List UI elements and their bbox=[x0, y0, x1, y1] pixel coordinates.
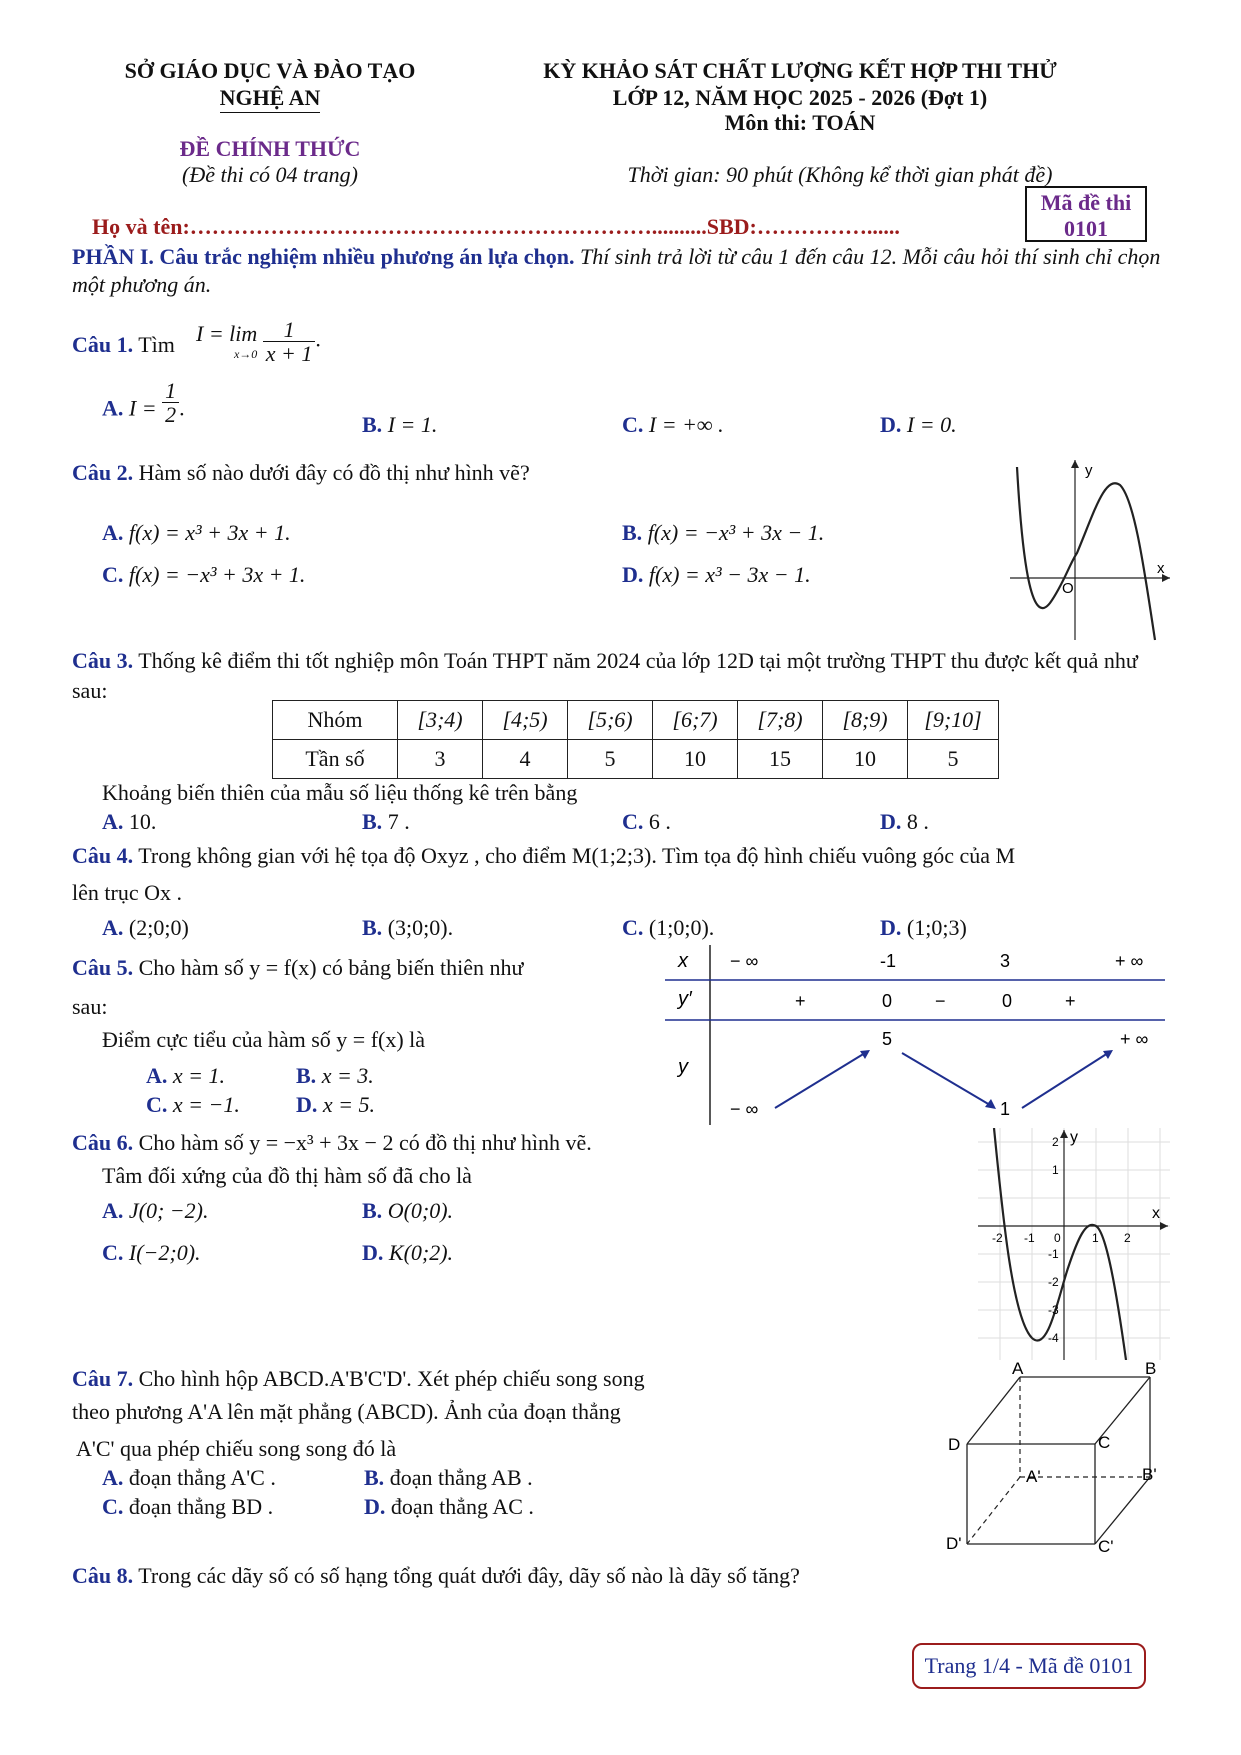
q4-option-a[interactable] bbox=[102, 915, 189, 941]
q6-y-label: y bbox=[1070, 1129, 1078, 1146]
q5-b-label: B. bbox=[296, 1063, 317, 1088]
exam-code-box bbox=[1025, 186, 1147, 242]
q8-label: Câu 8. bbox=[72, 1563, 134, 1588]
pages-note: (Đề thi có 04 trang) bbox=[182, 162, 358, 187]
q7-stem3: A'C' qua phép chiếu song song đó là bbox=[76, 1436, 397, 1461]
q7-label: Câu 7. bbox=[72, 1366, 134, 1391]
q6-b-text: O(0;0). bbox=[387, 1198, 454, 1223]
q2-b-text: f(x) = −x³ + 3x − 1. bbox=[647, 520, 825, 545]
q7-a-label: A. bbox=[102, 1465, 124, 1490]
part1-title: PHẦN I. Câu trắc nghiệm nhiều phương án lựa chọn. bbox=[72, 244, 575, 269]
q2-y-label: y bbox=[1085, 462, 1093, 479]
q5-label: Câu 5. bbox=[72, 955, 134, 980]
q4-a-text: (2;0;0) bbox=[128, 915, 189, 940]
q2-b-label: B. bbox=[622, 520, 643, 545]
q6-option-b[interactable] bbox=[362, 1198, 453, 1224]
q3-row-groups bbox=[273, 701, 999, 740]
q5-vt-sign: + bbox=[795, 991, 806, 1011]
q3-group: [7;8) bbox=[738, 701, 823, 740]
page-footer: Trang 1/4 - Mã đề 0101 bbox=[912, 1643, 1146, 1689]
q5-vt-yval: 5 bbox=[882, 1029, 893, 1049]
q5-stem2: sau: bbox=[72, 994, 108, 1019]
q1-d-label: D. bbox=[880, 412, 902, 437]
q6-tick-y: -2 bbox=[1048, 1275, 1059, 1289]
q1-d-text: I = 0. bbox=[906, 412, 957, 437]
q2-x-label: x bbox=[1157, 560, 1165, 577]
q3-a-text: 10. bbox=[128, 809, 157, 834]
q1-option-a[interactable]: A. I = $\frac{1}{2}$ . bbox=[102, 378, 185, 428]
q6-tick-y: 2 bbox=[1052, 1135, 1059, 1149]
q6-tick-x: -1 bbox=[1024, 1231, 1035, 1245]
q6-d-label: D. bbox=[362, 1240, 384, 1265]
q5-option-b[interactable] bbox=[296, 1063, 374, 1089]
q6-tick-x: -2 bbox=[992, 1231, 1003, 1245]
q6-y-arrow bbox=[1060, 1130, 1068, 1138]
q5-a-text: x = 1. bbox=[172, 1063, 226, 1088]
q6-tick-x: 1 bbox=[1092, 1231, 1099, 1245]
q6-option-c[interactable] bbox=[102, 1240, 201, 1266]
q5-c-text: x = −1. bbox=[172, 1092, 240, 1117]
q7-option-b[interactable] bbox=[364, 1465, 533, 1491]
subject: Môn thi: TOÁN bbox=[724, 110, 876, 135]
q6-graph bbox=[978, 1128, 1170, 1360]
q7-vertex: A bbox=[1012, 1362, 1024, 1378]
q4-option-c[interactable] bbox=[622, 915, 714, 941]
q1-a-label: A. bbox=[102, 395, 124, 421]
q6-d-text: K(0;2). bbox=[388, 1240, 454, 1265]
q6-option-a[interactable] bbox=[102, 1198, 208, 1224]
q3-freq: 15 bbox=[738, 740, 823, 779]
q5-vt-yval: + ∞ bbox=[1120, 1029, 1149, 1049]
q6-tick-y: -4 bbox=[1048, 1331, 1059, 1345]
q3-d-label: D. bbox=[880, 809, 902, 834]
q6-tick-y: -3 bbox=[1048, 1303, 1059, 1317]
q3-text: Thống kê điểm thi tốt nghiệp môn Toán THPT năm 2024 của lớp 12D tại một trường THPT thu được kết quả như sau: bbox=[72, 648, 1138, 703]
q3-question: Khoảng biến thiên của mẫu số liệu thống kê trên bằng bbox=[102, 780, 578, 805]
q5-vt-sign: 0 bbox=[1002, 991, 1013, 1011]
q5-vt-xval: 3 bbox=[1000, 951, 1011, 971]
q4-d-label: D. bbox=[880, 915, 902, 940]
q5-vt-arrow-up2 bbox=[1022, 1053, 1108, 1108]
q3-group: [6;7) bbox=[653, 701, 738, 740]
q2-a-text: f(x) = x³ + 3x + 1. bbox=[128, 520, 291, 545]
q6-stem bbox=[72, 1130, 592, 1156]
q3-frequency-table bbox=[272, 700, 999, 779]
q5-vt-arrow-down bbox=[902, 1053, 990, 1105]
q7-edge-CpBp bbox=[1095, 1477, 1150, 1544]
dept-line1: SỞ GIÁO DỤC VÀ ĐÀO TẠO bbox=[124, 58, 416, 83]
q7-vertex: A' bbox=[1026, 1467, 1041, 1486]
q3-label: Câu 3. bbox=[72, 648, 134, 673]
q3-group: [4;5) bbox=[483, 701, 568, 740]
part1-instruction: Thí sinh trả lời từ câu 1 đến câu 12. Mỗi câu hỏi thí sinh chỉ chọn một phương án. bbox=[72, 244, 1161, 297]
q7-edge-ApDp-hidden bbox=[967, 1477, 1020, 1544]
q6-tick-x: 0 bbox=[1054, 1231, 1061, 1245]
q4-d-text: (1;0;3) bbox=[906, 915, 967, 940]
q7-d-text: đoạn thẳng AC . bbox=[390, 1494, 534, 1519]
q7-option-a[interactable] bbox=[102, 1465, 276, 1491]
q5-option-c[interactable] bbox=[146, 1092, 240, 1118]
q3-option-d[interactable] bbox=[880, 809, 929, 835]
q3-c-text: 6 . bbox=[648, 809, 671, 834]
q4-c-text: (1;0;0). bbox=[648, 915, 715, 940]
q7-b-text: đoạn thẳng AB . bbox=[389, 1465, 533, 1490]
q6-option-d[interactable] bbox=[362, 1240, 453, 1266]
q1-option-b[interactable] bbox=[362, 412, 437, 438]
q5-vt-xval: -1 bbox=[880, 951, 897, 971]
q2-c-text: f(x) = −x³ + 3x + 1. bbox=[128, 562, 306, 587]
q5-vt-x: x bbox=[678, 950, 688, 972]
q7-edge-AD bbox=[967, 1377, 1020, 1444]
q5-c-label: C. bbox=[146, 1092, 168, 1117]
q2-d-text: f(x) = x³ − 3x − 1. bbox=[648, 562, 811, 587]
q4-c-label: C. bbox=[622, 915, 644, 940]
q3-group: [3;4) bbox=[398, 701, 483, 740]
q7-a-text: đoạn thẳng A'C . bbox=[128, 1465, 276, 1490]
q5-stem bbox=[72, 955, 523, 981]
q3-freq: 5 bbox=[568, 740, 653, 779]
q3-option-a[interactable] bbox=[102, 809, 156, 835]
q7-option-d[interactable] bbox=[364, 1494, 534, 1520]
exam-grade-year: LỚP 12, NĂM HỌC 2025 - 2026 (Đợt 1) bbox=[612, 85, 988, 110]
official-label: ĐỀ CHÍNH THỨC bbox=[179, 136, 361, 161]
q5-b-text: x = 3. bbox=[321, 1063, 374, 1088]
q5-vt-y: y bbox=[678, 1056, 688, 1078]
q3-b-label: B. bbox=[362, 809, 383, 834]
q4-stem2: lên trục Ox . bbox=[72, 880, 182, 905]
q5-question: Điểm cực tiểu của hàm số y = f(x) là bbox=[102, 1027, 426, 1052]
q3-row-freqs bbox=[273, 740, 999, 779]
q3-d-text: 8 . bbox=[906, 809, 929, 834]
q7-vertex: C' bbox=[1098, 1537, 1114, 1556]
q6-c-label: C. bbox=[102, 1240, 124, 1265]
q7-c-label: C. bbox=[102, 1494, 124, 1519]
q1-a-pre: I = bbox=[128, 395, 157, 421]
q8-text: Trong các dãy số có số hạng tổng quát dưới đây, dãy số nào là dãy số tăng? bbox=[138, 1563, 800, 1588]
q5-d-label: D. bbox=[296, 1092, 318, 1117]
q5-a-label: A. bbox=[146, 1063, 168, 1088]
q7-stem bbox=[72, 1366, 645, 1392]
q2-a-label: A. bbox=[102, 520, 124, 545]
q1-b-text: I = 1. bbox=[387, 412, 438, 437]
q2-origin-label: O bbox=[1062, 580, 1074, 597]
q1-limit: I = lim x→0 $\frac{1}{x + 1}$ . bbox=[196, 317, 321, 367]
q7-text: Cho hình hộp ABCD.A'B'C'D'. Xét phép chiếu song song bbox=[138, 1366, 645, 1391]
q1-den: x + 1 bbox=[265, 341, 313, 367]
q2-option-b[interactable] bbox=[622, 520, 824, 546]
q3-group: [8;9) bbox=[823, 701, 908, 740]
exam-code-value: 0101 bbox=[1064, 216, 1108, 241]
q5-vt-sign: + bbox=[1065, 991, 1076, 1011]
q2-option-c[interactable] bbox=[102, 562, 305, 588]
q7-d-label: D. bbox=[364, 1494, 386, 1519]
q6-tick-y: -1 bbox=[1048, 1247, 1059, 1261]
q2-stem bbox=[72, 460, 530, 486]
q6-x-arrow bbox=[1160, 1222, 1168, 1230]
q3-freq: 3 bbox=[398, 740, 483, 779]
q1-c-label: C. bbox=[622, 412, 644, 437]
q5-vt-sign: − bbox=[935, 991, 946, 1011]
q6-tick-y: 1 bbox=[1052, 1163, 1059, 1177]
q1-label: Câu 1. bbox=[72, 332, 134, 357]
q3-freq: 5 bbox=[908, 740, 999, 779]
q5-d-text: x = 5. bbox=[322, 1092, 376, 1117]
q1-stem bbox=[72, 332, 175, 358]
q3-group: [9;10] bbox=[908, 701, 999, 740]
q1-text: Tìm bbox=[138, 332, 175, 357]
q5-vt-arrow-up1 bbox=[775, 1053, 865, 1108]
q2-text: Hàm số nào dưới đây có đồ thị như hình vẽ? bbox=[138, 460, 530, 485]
q5-vt-yval: − ∞ bbox=[730, 1099, 759, 1119]
q1-c-text: I = +∞ . bbox=[648, 412, 724, 437]
q7-box-figure bbox=[940, 1362, 1160, 1557]
q3-a-label: A. bbox=[102, 809, 124, 834]
q1-b-label: B. bbox=[362, 412, 383, 437]
q3-stem bbox=[72, 646, 1172, 706]
q3-row1-head: Nhóm bbox=[273, 701, 398, 740]
q6-label: Câu 6. bbox=[72, 1130, 134, 1155]
q4-text: Trong không gian với hệ tọa độ Oxyz , cho điểm M(1;2;3). Tìm tọa độ hình chiếu vuông góc của M bbox=[138, 843, 1016, 868]
exam-title: KỲ KHẢO SÁT CHẤT LƯỢNG KẾT HỢP THI THỬ bbox=[543, 58, 1057, 83]
q7-vertex: D' bbox=[946, 1534, 962, 1553]
q7-vertex: D bbox=[948, 1435, 961, 1454]
q4-option-d[interactable] bbox=[880, 915, 967, 941]
q3-freq: 4 bbox=[483, 740, 568, 779]
q1-lim-sub: x→0 bbox=[233, 347, 258, 362]
q1-a-den: 2 bbox=[165, 402, 177, 428]
q6-b-label: B. bbox=[362, 1198, 383, 1223]
q2-d-label: D. bbox=[622, 562, 644, 587]
q7-vertex: C bbox=[1098, 1433, 1111, 1452]
q3-option-b[interactable] bbox=[362, 809, 410, 835]
q6-a-label: A. bbox=[102, 1198, 124, 1223]
q5-variation-table bbox=[660, 945, 1170, 1125]
q6-c-text: I(−2;0). bbox=[128, 1240, 201, 1265]
q5-text: Cho hàm số y = f(x) có bảng biến thiên như bbox=[138, 955, 524, 980]
q7-option-c[interactable] bbox=[102, 1494, 273, 1520]
q5-vt-yp: y′ bbox=[678, 988, 692, 1010]
q1-option-c[interactable] bbox=[622, 412, 724, 438]
q6-question: Tâm đối xứng của đồ thị hàm số đã cho là bbox=[102, 1163, 472, 1188]
q2-graph bbox=[1005, 455, 1175, 645]
q3-c-label: C. bbox=[622, 809, 644, 834]
q2-option-d[interactable] bbox=[622, 562, 811, 588]
q3-option-c[interactable] bbox=[622, 809, 671, 835]
q1-num: 1 bbox=[263, 318, 316, 342]
q7-vertex: B' bbox=[1142, 1465, 1157, 1484]
q3-group: [5;6) bbox=[568, 701, 653, 740]
q8-stem bbox=[72, 1563, 800, 1589]
part1-heading bbox=[72, 243, 1172, 299]
name-sbd-line: Họ và tên:………………………………………………………..........SBD:……………...... bbox=[92, 214, 900, 239]
q5-vt-xval: − ∞ bbox=[730, 951, 759, 971]
q3-freq: 10 bbox=[653, 740, 738, 779]
q3-b-text: 7 . bbox=[387, 809, 410, 834]
q2-y-arrow bbox=[1071, 460, 1079, 468]
q2-curve bbox=[1017, 467, 1155, 640]
q4-b-label: B. bbox=[362, 915, 383, 940]
q4-stem bbox=[72, 843, 1015, 869]
q2-c-label: C. bbox=[102, 562, 124, 587]
q5-vt-sign: 0 bbox=[882, 991, 893, 1011]
q1-option-d[interactable] bbox=[880, 412, 957, 438]
q4-b-text: (3;0;0). bbox=[387, 915, 454, 940]
time-note: Thời gian: 90 phút (Không kể thời gian phát đề) bbox=[627, 162, 1053, 187]
q7-vertex: B bbox=[1145, 1362, 1157, 1378]
q4-a-label: A. bbox=[102, 915, 124, 940]
q4-label: Câu 4. bbox=[72, 843, 134, 868]
q6-tick-x: 2 bbox=[1124, 1231, 1131, 1245]
q7-c-text: đoạn thẳng BD . bbox=[128, 1494, 274, 1519]
q3-row2-head: Tần số bbox=[273, 740, 398, 779]
q6-text: Cho hàm số y = −x³ + 3x − 2 có đồ thị như hình vẽ. bbox=[138, 1130, 592, 1155]
q7-stem2: theo phương A'A lên mặt phẳng (ABCD). Ảnh của đoạn thẳng bbox=[72, 1399, 621, 1424]
q5-option-a[interactable] bbox=[146, 1063, 225, 1089]
q1-lim: I = lim bbox=[196, 321, 258, 347]
q1-a-num: 1 bbox=[162, 379, 179, 403]
dept-line2 bbox=[100, 85, 440, 111]
q5-option-d[interactable] bbox=[296, 1092, 375, 1118]
exam-code-label: Mã đề thi bbox=[1040, 190, 1132, 215]
q5-vt-yval: 1 bbox=[1000, 1099, 1011, 1119]
q5-vt-xval: + ∞ bbox=[1115, 951, 1144, 971]
q2-option-a[interactable] bbox=[102, 520, 291, 546]
q7-b-label: B. bbox=[364, 1465, 385, 1490]
q4-option-b[interactable] bbox=[362, 915, 453, 941]
q2-label: Câu 2. bbox=[72, 460, 134, 485]
q6-x-label: x bbox=[1152, 1205, 1160, 1222]
province: NGHỆ AN bbox=[220, 85, 321, 113]
q3-freq: 10 bbox=[823, 740, 908, 779]
q6-a-text: J(0; −2). bbox=[128, 1198, 209, 1223]
